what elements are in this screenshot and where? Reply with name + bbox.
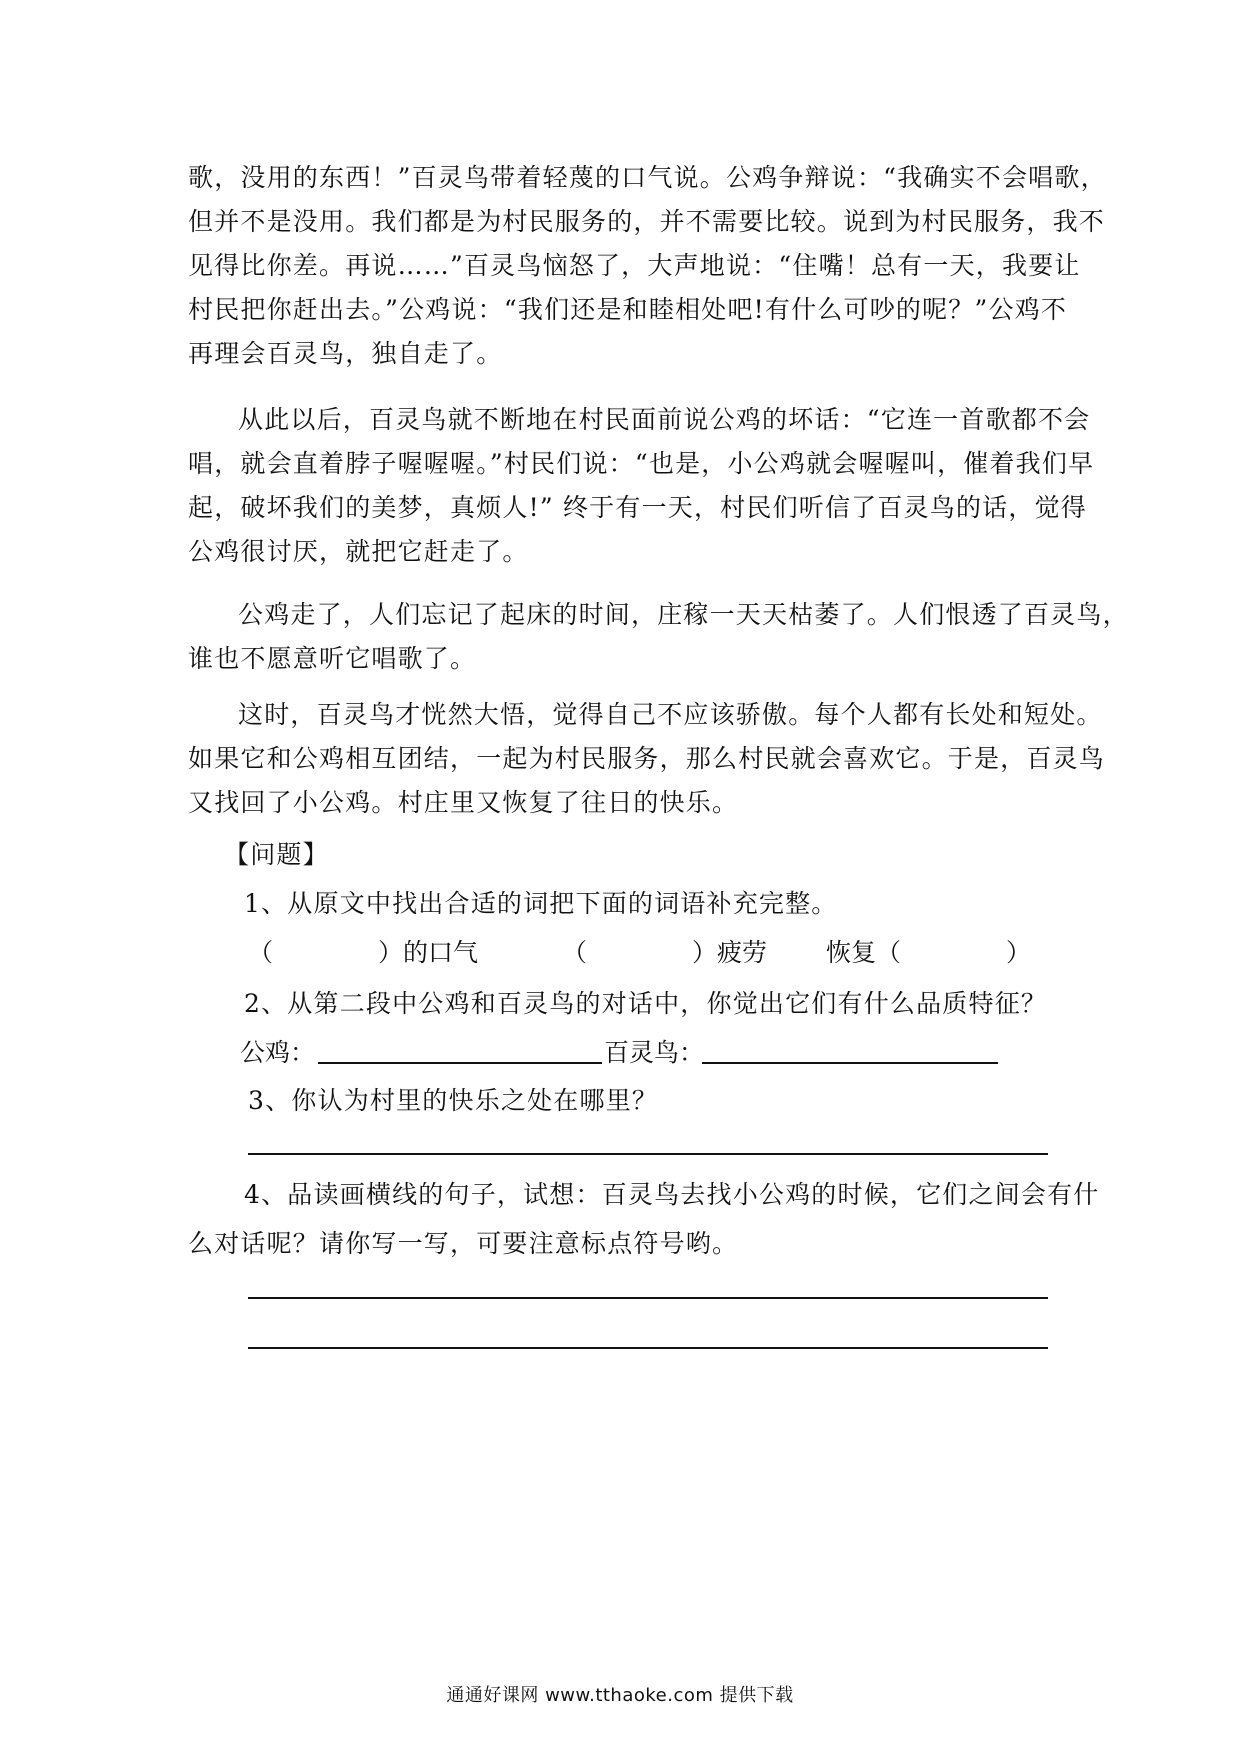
question-1-text: 1、从原文中找出合适的词把下面的词语补充完整。	[244, 889, 838, 918]
story-line: 但并不是没用。我们都是为村民服务的，并不需要比较。说到为村民服务，我不	[188, 207, 1106, 236]
question-4-line-2: 么对话呢？请你写一写，可要注意标点符号哟。	[188, 1229, 739, 1258]
q1-blank-open-2: （	[562, 938, 588, 967]
story-line: 公鸡很讨厌，就把它赶走了。	[188, 537, 529, 566]
story-line: 见得比你差。再说……”百灵鸟恼怒了，大声地说：“住嘴！总有一天，我要让	[188, 251, 1081, 280]
story-line: 从此以后，百灵鸟就不断地在村民面前说公鸡的坏话：“它连一首歌都不会	[238, 405, 1091, 434]
q2-lark-answer-line[interactable]	[702, 1062, 998, 1064]
question-4-line-1: 4、品读画横线的句子，试想：百灵鸟去找小公鸡的时候，它们之间会有什	[244, 1180, 1100, 1209]
page-footer: 通通好课网 www.tthaoke.com 提供下载	[446, 1685, 794, 1706]
questions-heading: 【问题】	[224, 840, 329, 869]
story-line: 又找回了小公鸡。村庄里又恢复了往日的快乐。	[188, 788, 739, 817]
question-2-text: 2、从第二段中公鸡和百灵鸟的对话中，你觉出它们有什么品质特征？	[244, 989, 1048, 1018]
q2-rooster-label: 公鸡：	[240, 1038, 316, 1067]
q2-rooster-answer-line[interactable]	[318, 1062, 602, 1064]
story-paragraph-3	[188, 593, 1129, 681]
story-line: 村民把你赶出去。”公鸡说：“我们还是和睦相处吧!有什么可吵的呢？”公鸡不	[188, 295, 1068, 324]
story-line: 起，破坏我们的美梦，真烦人!” 终于有一天，村民们听信了百灵鸟的话，觉得	[188, 493, 1087, 522]
q1-blank-close-3: ）	[1006, 938, 1032, 967]
q3-answer-line[interactable]	[248, 1153, 1048, 1155]
story-line: 公鸡走了，人们忘记了起床的时间，庄稼一天天枯萎了。人们恨透了百灵鸟，	[238, 600, 1129, 629]
q1-blank-open-1: （	[248, 938, 274, 967]
q2-lark-label: 百灵鸟：	[604, 1038, 705, 1067]
story-paragraph-4	[188, 693, 1106, 825]
story-paragraph-1	[188, 156, 1107, 376]
story-line: 谁也不愿意听它唱歌了。	[188, 644, 477, 673]
question-3-text: 3、你认为村里的快乐之处在哪里？	[248, 1086, 659, 1115]
q1-blank-answer-1: ）的口气	[378, 938, 479, 967]
story-line: 唱，就会直着脖子喔喔喔。”村民们说：“也是，小公鸡就会喔喔叫，催着我们早	[188, 449, 1095, 478]
story-line: 这时，百灵鸟才恍然大悟，觉得自己不应该骄傲。每个人都有长处和短处。	[238, 700, 1103, 729]
q1-blank-answer-2: ）疲劳	[692, 938, 768, 967]
story-line: 如果它和公鸡相互团结，一起为村民服务，那么村民就会喜欢它。于是，百灵鸟	[188, 744, 1106, 773]
q4-answer-line-2[interactable]	[248, 1347, 1048, 1349]
story-line: 歌，没用的东西！”百灵鸟带着轻蔑的口气说。公鸡争辩说：“我确实不会唱歌，	[188, 163, 1107, 192]
q4-answer-line-1[interactable]	[248, 1297, 1048, 1299]
story-line: 再理会百灵鸟，独自走了。	[188, 339, 503, 368]
q1-blank-answer-3: 恢复（	[826, 938, 902, 967]
story-paragraph-2	[188, 398, 1095, 574]
